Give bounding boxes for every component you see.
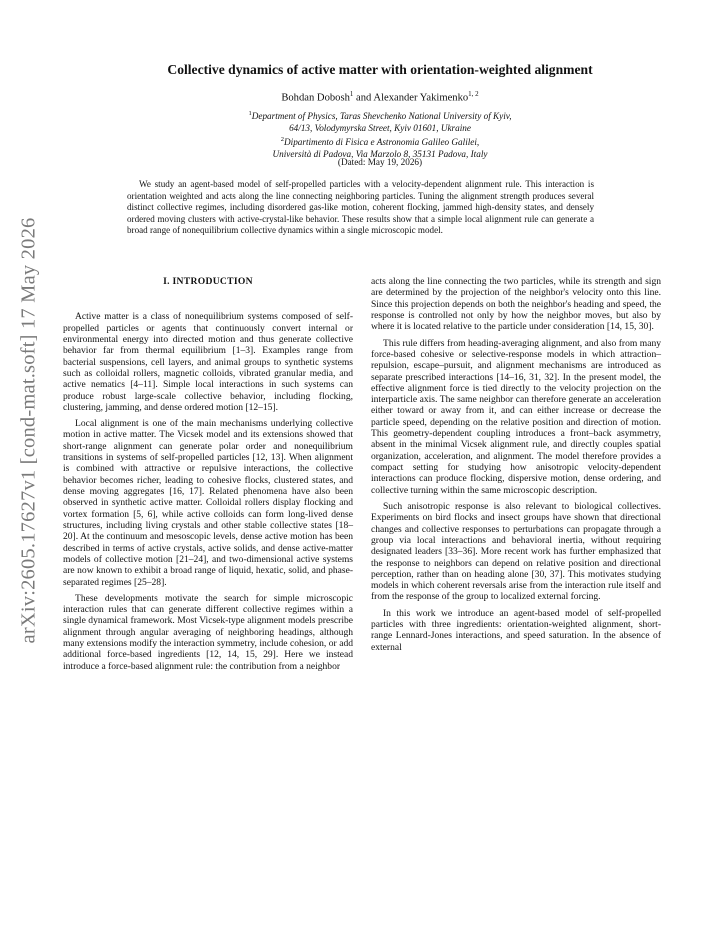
affiliation-line: Università di Padova, Via Marzolo 8, 35131 Padova, Italy xyxy=(272,149,488,160)
affiliation-line: $^2$Dipartimento di Fisica e Astronomia Galileo Galilei, xyxy=(280,136,480,148)
abstract: We study an agent-based model of self-propelled particles with a velocity-dependent alignment rule. This interaction is orientation weighted and acts along the line connecting neighboring particles. Tuning the alignment strength produces several distinct collective regimes, including disordered gas-like motion, coherent flocking, jammed high-density states, and densely ordered moving clusters with active-crystal-like behavior. These results show that a simple local alignment rule can generate a broad range of nonequilibrium collective dynamics within a single microscopic model. xyxy=(127,179,594,236)
left-column xyxy=(63,276,353,677)
affiliation-line: $^1$Department of Physics, Taras Shevchenko National University of Kyiv, xyxy=(248,110,512,122)
affiliation-marker: 1 xyxy=(248,110,252,117)
body-paragraph: Active matter is a class of nonequilibrium systems composed of self-propelled particles or agents that continuously convert internal or environmental energy into directed motion and thus generate collective behavior far from thermal equilibrium [1–3]. Examples range from bacterial suspensions, cell layers, and animal groups to synthetic systems such as colloidal rollers, magnetic colloids, vibrated granular media, and active nematics [4–11]. Simple local interactions in such systems can produce robust large-scale collective behavior, including flocking, clustering, jamming, and dense ordered motion [12–15]. xyxy=(63,311,353,413)
author-name: Bohdan Dobosh xyxy=(281,92,350,104)
body-paragraph: Local alignment is one of the main mechanisms underlying collective motion in active matter. The Vicsek model and its extensions showed that short-range alignment can generate polar order and nonequilibrium transitions in systems of self-propelled particles [12, 13]. When alignment is combined with attractive or repulsive interactions, the collective behavior becomes richer, leading to cohesive flocks, clustered states, and dense moving aggregates [16, 17]. Related phenomena have also been observed in synthetic active matter. Colloidal rollers display flocking and vortex formation [5, 6], while active colloids can form long-lived dense structures, including living crystals and other stable collective states [18–20]. At the continuum and mesoscopic levels, dense active motion has been described in terms of active crystals, active solids, and dense active-matter models of collective motion [21–24], and two-dimensional active systems are now known to exhibit a broad range of liquid, hexatic, solid, and phase-separated regimes [25–28]. xyxy=(63,418,353,588)
author-conjunction: and xyxy=(356,92,372,104)
date-line: (Dated: May 19, 2026) xyxy=(337,157,423,167)
affiliation-line: 64/13, Volodymyrska Street, Kyiv 01601, Ukraine xyxy=(289,123,471,134)
affiliation-marker: 1 xyxy=(349,90,354,98)
right-column xyxy=(371,276,661,658)
author-list xyxy=(80,90,680,104)
affiliation-marker: 2 xyxy=(280,136,284,144)
author-name: Alexander Yakimenko xyxy=(373,92,469,104)
section-heading: I. INTRODUCTION xyxy=(163,276,253,287)
body-paragraph: acts along the line connecting the two particles, while its strength and sign are determined by the projection of the neighbor's velocity onto this line. Since this projection depends on both the neighbor's heading and speed, the response is controlled not only by how the neighbor moves, but also by where it is located relative to the particle under consideration [14, 15, 30]. xyxy=(371,276,661,333)
body-paragraph: These developments motivate the search for simple microscopic interaction rules that can generate different collective regimes within a single dynamical framework. Most Vicsek-type alignment models prescribe alignment through angular averaging of neighboring headings, although many extensions modify the interaction symmetry, include cohesion, or add additional force-based ingredients [12, 14, 15, 29]. Here we instead introduce a force-based alignment rule: the contribution from a neighbor xyxy=(63,592,353,672)
body-paragraph: In this work we introduce an agent-based model of self-propelled particles with three ingredients: orientation-weighted alignment, short-range Lennard-Jones interactions, and speed saturation. In the absence of external xyxy=(371,607,661,653)
arxiv-identifier-text: arXiv:2605.17627v1 [cond-mat.soft] 17 May 2026 xyxy=(17,217,40,643)
body-paragraph: This rule differs from heading-averaging alignment, and also from many force-based cohesive or selective-response models in which attraction–repulsion, escape–pursuit, and alignment mechanisms are introduced as separate prescribed interactions [14–16, 31, 32]. In the present model, the effective alignment force is tied directly to the velocity projection on the interparticle axis. The same neighbor can therefore generate an acceleration either toward or away from it, and can either increase or decrease the particle speed, depending on the relative position and direction of motion. This geometry-dependent coupling introduces a front–back asymmetry, absent in the minimal Vicsek alignment rule, and directly couples spatial organization, acceleration, and alignment. The model therefore provides a compact setting for studying how anisotropic velocity-dependent interactions can produce flocking, dispersive motion, dense ordering, and collective turning within the same microscopic description. xyxy=(371,337,661,496)
affiliation-marker: 1, 2 xyxy=(468,90,479,98)
affiliations xyxy=(100,108,660,160)
body-paragraph: Such anisotropic response is also relevant to biological collectives. Experiments on bird flocks and insect groups have shown that directional changes and collective responses to perturbations can propagate through a group via local interactions and behavioral inertia, without requiring designated leaders [33–36]. More recent work has further emphasized that the response to neighbors can depend on relative position and directional perception, rather than on heading alone [30, 37]. This motivates studying models in which coherent reversals arise from the interaction rule itself and from the response of the group to localized external forcing. xyxy=(371,500,661,603)
paper-title: Collective dynamics of active matter with orientation-weighted alignment xyxy=(167,62,593,77)
arxiv-identifier-stamp xyxy=(14,217,44,643)
